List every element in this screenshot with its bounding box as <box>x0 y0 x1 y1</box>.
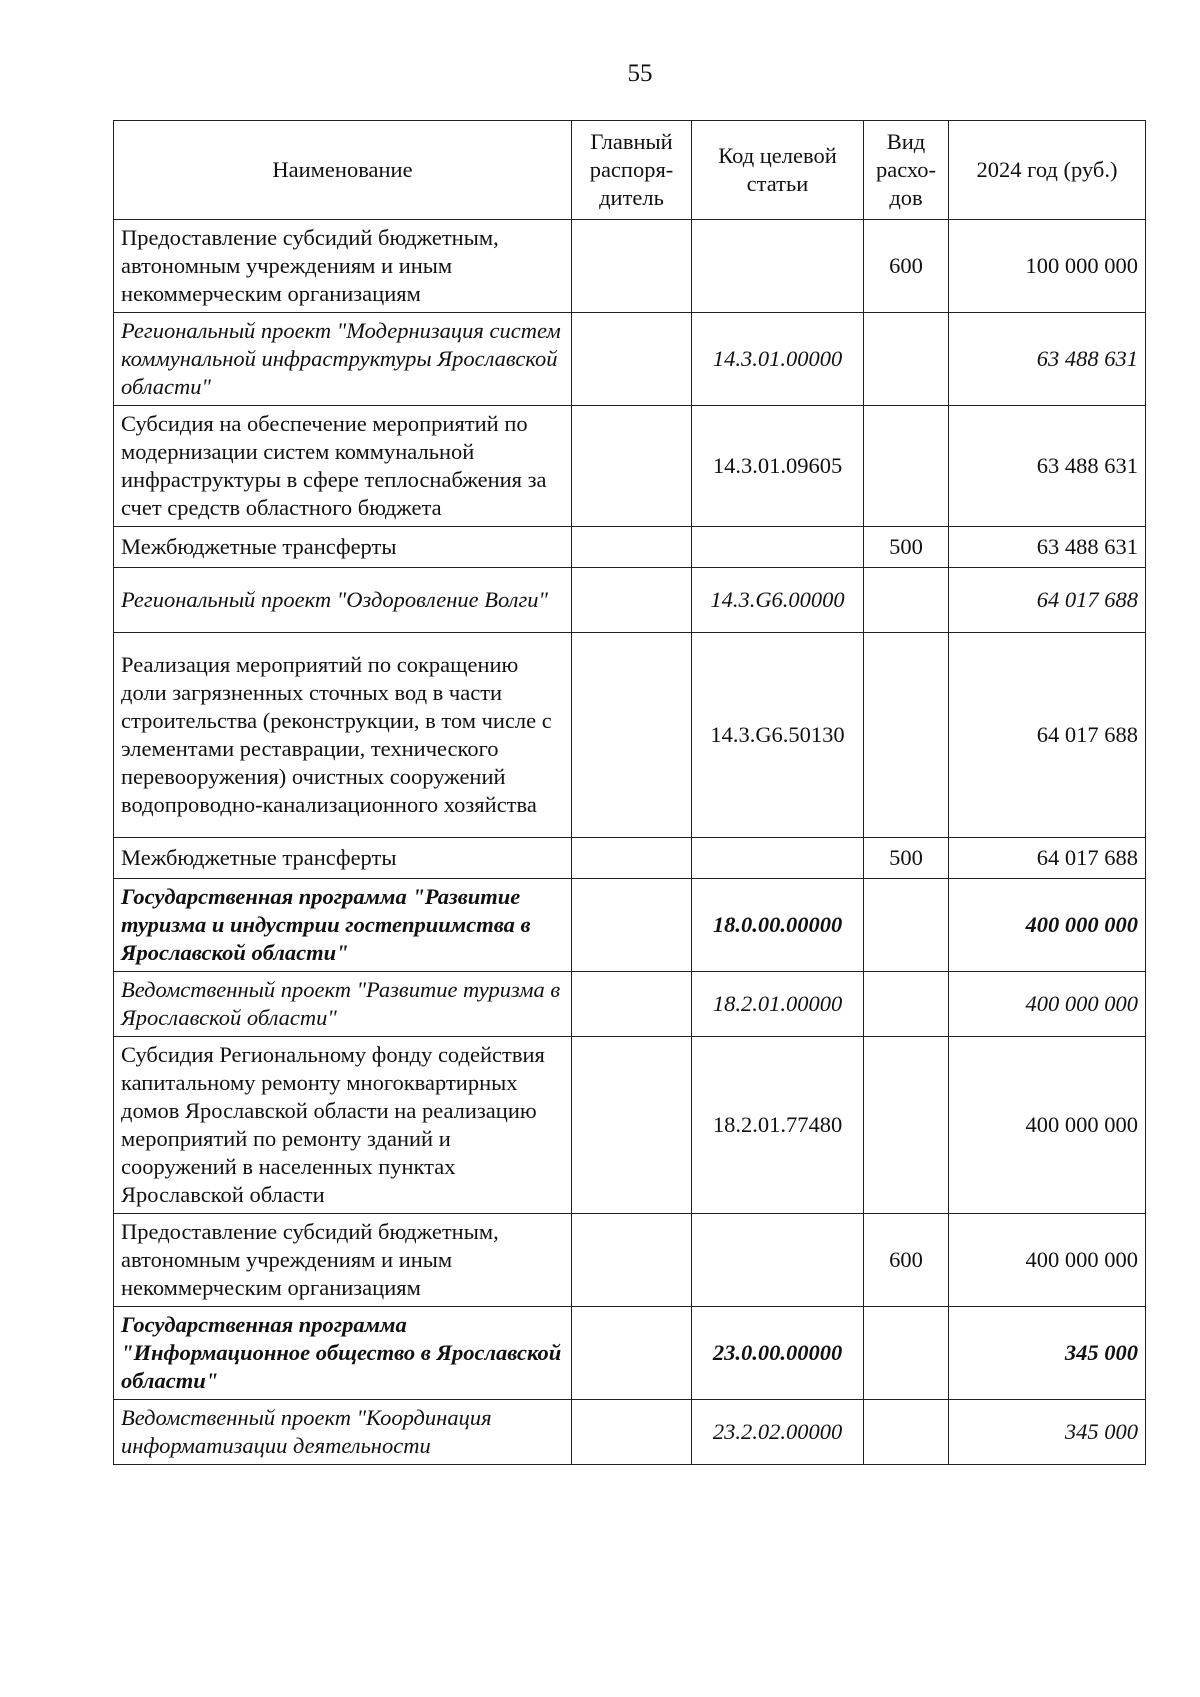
row-amount: 400 000 000 <box>949 1214 1146 1307</box>
row-admin <box>572 972 692 1037</box>
row-admin <box>572 1400 692 1465</box>
row-name: Государственная программа "Информационное общество в Ярославской области" <box>114 1307 572 1400</box>
row-name: Межбюджетные трансферты <box>114 527 572 568</box>
row-amount: 400 000 000 <box>949 1037 1146 1214</box>
row-admin <box>572 568 692 633</box>
row-type: 500 <box>864 527 949 568</box>
table-header-row <box>114 121 1146 220</box>
row-type <box>864 568 949 633</box>
row-type <box>864 879 949 972</box>
row-name: Предоставление субсидий бюджетным, автономным учреждениям и иным некоммерческим организациям <box>114 220 572 313</box>
row-amount: 345 000 <box>949 1307 1146 1400</box>
table-row <box>114 220 1146 313</box>
header-admin: Главный распоря-дитель <box>572 121 692 220</box>
page-number: 55 <box>627 60 653 87</box>
row-admin <box>572 313 692 406</box>
row-name: Реализация мероприятий по сокращению доли загрязненных сточных вод в части строительства (реконструкции, в том числе с элементами реставрации, технического перевооружения) очистных сооружений водопроводно-канализационного хозяйства <box>114 633 572 838</box>
row-code: 14.3.G6.50130 <box>692 633 864 838</box>
row-amount: 63 488 631 <box>949 313 1146 406</box>
table-row <box>114 1214 1146 1307</box>
row-code <box>692 220 864 313</box>
table-row <box>114 527 1146 568</box>
row-code <box>692 1214 864 1307</box>
row-type <box>864 313 949 406</box>
row-code: 14.3.01.00000 <box>692 313 864 406</box>
row-code: 18.2.01.77480 <box>692 1037 864 1214</box>
row-type: 600 <box>864 1214 949 1307</box>
row-name: Государственная программа "Развитие туризма и индустрии гостеприимства в Ярославской области" <box>114 879 572 972</box>
row-name: Межбюджетные трансферты <box>114 838 572 879</box>
row-name: Региональный проект "Модернизация систем коммунальной инфраструктуры Ярославской области" <box>114 313 572 406</box>
table-row <box>114 838 1146 879</box>
header-amount: 2024 год (руб.) <box>949 121 1146 220</box>
row-admin <box>572 527 692 568</box>
header-code: Код целевой статьи <box>692 121 864 220</box>
row-type: 500 <box>864 838 949 879</box>
row-type <box>864 1400 949 1465</box>
row-admin <box>572 879 692 972</box>
row-admin <box>572 220 692 313</box>
row-admin <box>572 1214 692 1307</box>
table-row <box>114 879 1146 972</box>
row-amount: 64 017 688 <box>949 633 1146 838</box>
row-type <box>864 406 949 527</box>
row-admin <box>572 838 692 879</box>
row-admin <box>572 1037 692 1214</box>
row-amount: 64 017 688 <box>949 838 1146 879</box>
row-admin <box>572 406 692 527</box>
table-row <box>114 406 1146 527</box>
row-type <box>864 1037 949 1214</box>
row-amount: 100 000 000 <box>949 220 1146 313</box>
row-type <box>864 972 949 1037</box>
table-row <box>114 1400 1146 1465</box>
row-amount: 63 488 631 <box>949 527 1146 568</box>
row-amount: 64 017 688 <box>949 568 1146 633</box>
row-code <box>692 838 864 879</box>
table-row <box>114 633 1146 838</box>
header-type: Вид расхо-дов <box>864 121 949 220</box>
row-name: Предоставление субсидий бюджетным, автономным учреждениям и иным некоммерческим организациям <box>114 1214 572 1307</box>
row-type: 600 <box>864 220 949 313</box>
budget-table <box>113 120 1146 1465</box>
row-code: 23.2.02.00000 <box>692 1400 864 1465</box>
row-name: Ведомственный проект "Развитие туризма в Ярославской области" <box>114 972 572 1037</box>
row-code: 18.2.01.00000 <box>692 972 864 1037</box>
row-amount: 400 000 000 <box>949 972 1146 1037</box>
table-row <box>114 313 1146 406</box>
row-code <box>692 527 864 568</box>
row-admin <box>572 633 692 838</box>
row-amount: 345 000 <box>949 1400 1146 1465</box>
row-admin <box>572 1307 692 1400</box>
table-row <box>114 1037 1146 1214</box>
row-name: Ведомственный проект "Координация информатизации деятельности <box>114 1400 572 1465</box>
row-code: 23.0.00.00000 <box>692 1307 864 1400</box>
row-code: 14.3.01.09605 <box>692 406 864 527</box>
table-row <box>114 972 1146 1037</box>
table-row <box>114 1307 1146 1400</box>
row-code: 18.0.00.00000 <box>692 879 864 972</box>
table-row <box>114 568 1146 633</box>
row-code: 14.3.G6.00000 <box>692 568 864 633</box>
row-name: Региональный проект "Оздоровление Волги" <box>114 568 572 633</box>
row-amount: 400 000 000 <box>949 879 1146 972</box>
row-name: Субсидия на обеспечение мероприятий по модернизации систем коммунальной инфраструктуры в сфере теплоснабжения за счет средств областного бюджета <box>114 406 572 527</box>
row-amount: 63 488 631 <box>949 406 1146 527</box>
row-type <box>864 633 949 838</box>
row-name: Субсидия Региональному фонду содействия капитальному ремонту многоквартирных домов Ярославской области на реализацию мероприятий по ремонту зданий и сооружений в населенных пунктах Ярославской области <box>114 1037 572 1214</box>
row-type <box>864 1307 949 1400</box>
header-name: Наименование <box>114 121 572 220</box>
